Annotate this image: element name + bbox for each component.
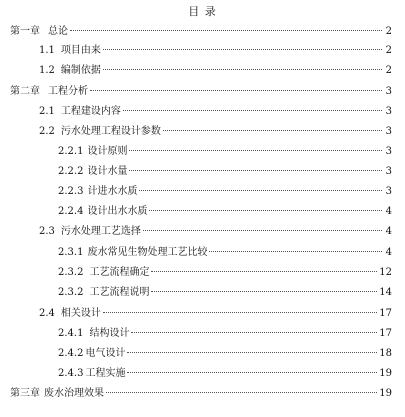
- dot-leader: [127, 352, 377, 353]
- toc-entry-2-4-1[interactable]: [58, 327, 392, 341]
- toc-entry-number: 2.2.1: [58, 146, 84, 157]
- toc-entry-2-2-2[interactable]: [58, 165, 392, 179]
- toc-entry-page: 2: [385, 26, 392, 37]
- toc-entry-number: 2.3.2: [58, 287, 84, 298]
- toc-entry-title: 工艺流程确定: [89, 267, 150, 278]
- toc-entry-title: 设计水量: [87, 166, 128, 177]
- toc-entry-2-2[interactable]: [39, 125, 392, 139]
- toc-entry-title: 计进水水质: [87, 186, 138, 197]
- dot-leader: [129, 150, 382, 151]
- toc-entry-2-3-1[interactable]: [58, 246, 392, 260]
- toc-entry-title: 废水常见生物处理工艺比较: [87, 247, 208, 258]
- toc-entry-2-1[interactable]: [39, 105, 392, 119]
- toc-entry-number: 2.3.1: [58, 247, 84, 258]
- toc-entry-page: 18: [379, 348, 392, 359]
- toc-entry-page: 3: [385, 86, 392, 97]
- toc-entry-number: 2.4.2: [58, 348, 84, 359]
- toc-entry-2-2-4[interactable]: [58, 205, 392, 219]
- toc-entry-title: 设计原则: [87, 146, 128, 157]
- dot-leader: [70, 30, 382, 31]
- toc-entry-number: 2.4.3: [58, 368, 84, 379]
- dot-leader: [209, 251, 382, 252]
- toc-entry-page: 4: [385, 206, 392, 217]
- toc-entry-title: 项目由来: [60, 45, 101, 56]
- toc-entry-title: 设计出水水质: [87, 206, 148, 217]
- toc-entry-page: 3: [385, 146, 392, 157]
- toc-entry-page: 3: [385, 106, 392, 117]
- toc-entry-number: 1.2: [39, 65, 55, 76]
- toc-entry-2-2-1[interactable]: [58, 145, 392, 159]
- toc-entry-title: 工程分析: [48, 86, 88, 97]
- toc-entry-number: 第一章: [10, 26, 40, 37]
- dot-leader: [163, 130, 382, 131]
- dot-leader: [103, 69, 382, 70]
- dot-leader: [139, 190, 382, 191]
- toc-entry-page: 3: [385, 186, 392, 197]
- table-of-contents: [0, 22, 405, 417]
- toc-entry-title: 相关设计: [60, 308, 101, 319]
- toc-entry-chapter-2[interactable]: [10, 85, 392, 99]
- toc-entry-2-3-2-a[interactable]: [58, 266, 392, 280]
- toc-entry-page: 2: [385, 65, 392, 76]
- dot-leader: [151, 291, 377, 292]
- dot-leader: [123, 110, 382, 111]
- toc-entry-1-1[interactable]: [39, 44, 392, 58]
- toc-entry-page: 2: [385, 45, 392, 56]
- toc-entry-title: 污水处理工艺选择: [60, 226, 141, 237]
- toc-entry-page: 17: [379, 308, 392, 319]
- toc-entry-title: 总论: [48, 26, 68, 37]
- toc-entry-number: 第三章: [10, 388, 40, 399]
- toc-entry-number: 2.3: [39, 226, 55, 237]
- toc-entry-number: 2.2: [39, 126, 55, 137]
- toc-entry-page: 4: [385, 247, 392, 258]
- toc-entry-2-3-2-b[interactable]: [58, 286, 392, 300]
- toc-title: 目 录: [188, 5, 217, 18]
- toc-entry-title: 废水治理效果: [44, 388, 104, 399]
- dot-leader: [106, 392, 377, 393]
- toc-entry-2-3[interactable]: [39, 225, 392, 239]
- toc-entry-2-4[interactable]: [39, 307, 392, 321]
- toc-entry-number: 2.2.3: [58, 186, 84, 197]
- toc-entry-title: 工艺流程说明: [89, 287, 150, 298]
- toc-entry-number: 2.4: [39, 308, 55, 319]
- toc-entry-1-2[interactable]: [39, 64, 392, 78]
- toc-entry-number: 第二章: [10, 86, 40, 97]
- dot-leader: [149, 210, 382, 211]
- toc-entry-number: 2.1: [39, 106, 55, 117]
- dot-leader: [143, 230, 382, 231]
- toc-entry-page: 19: [379, 388, 392, 399]
- toc-entry-2-2-3[interactable]: [58, 185, 392, 199]
- toc-entry-title: 电气设计: [85, 348, 126, 359]
- dot-leader: [131, 332, 377, 333]
- toc-entry-chapter-3[interactable]: [10, 387, 392, 401]
- toc-entry-chapter-1[interactable]: [10, 25, 392, 39]
- toc-entry-title: 编制依据: [60, 65, 101, 76]
- toc-entry-title: 工程实施: [85, 368, 126, 379]
- toc-entry-2-4-2[interactable]: [58, 347, 392, 361]
- toc-entry-number: 2.4.1: [58, 328, 84, 339]
- dot-leader: [129, 170, 382, 171]
- toc-entry-page: 17: [379, 328, 392, 339]
- toc-entry-title: 结构设计: [89, 328, 130, 339]
- toc-entry-page: 3: [385, 166, 392, 177]
- dot-leader: [151, 271, 377, 272]
- toc-entry-number: 2.2.4: [58, 206, 84, 217]
- toc-entry-number: 1.1: [39, 45, 55, 56]
- toc-entry-page: 4: [385, 226, 392, 237]
- dot-leader: [90, 90, 382, 91]
- toc-entry-number: 2.3.2: [58, 267, 84, 278]
- dot-leader: [103, 312, 377, 313]
- dot-leader: [103, 49, 382, 50]
- toc-entry-page: 3: [385, 126, 392, 137]
- toc-entry-page: 14: [379, 287, 392, 298]
- toc-entry-page: 19: [379, 368, 392, 379]
- toc-entry-title: 工程建设内容: [60, 106, 121, 117]
- toc-entry-number: 2.2.2: [58, 166, 84, 177]
- dot-leader: [127, 372, 377, 373]
- toc-entry-page: 12: [379, 267, 392, 278]
- toc-entry-2-4-3[interactable]: [58, 367, 392, 381]
- toc-entry-title: 污水处理工程设计参数: [60, 126, 161, 137]
